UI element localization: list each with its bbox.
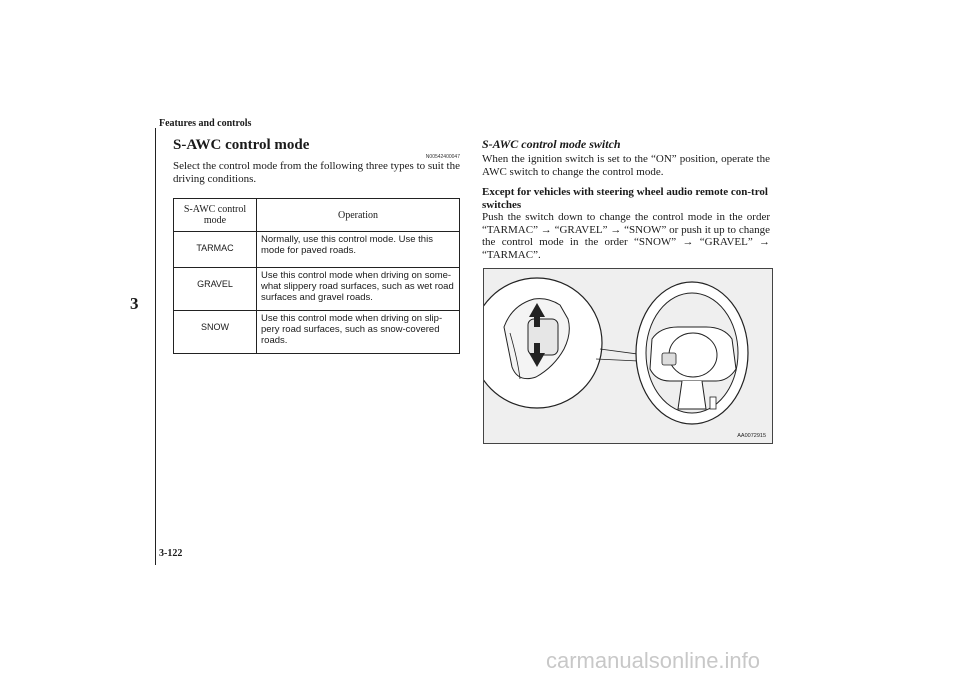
subsection-title: S-AWC control mode switch: [482, 137, 621, 151]
table-header-row: [174, 199, 460, 232]
header-mode: S-AWC control mode: [174, 199, 257, 232]
section-header: Features and controls: [159, 118, 252, 129]
right-column: [482, 138, 770, 261]
operation-cell: Use this control mode when driving on some-what slippery road surfaces, such as wet road surfaces and gravel roads.: [257, 268, 460, 311]
header-operation: Operation: [257, 199, 460, 232]
chapter-tab: 3: [130, 294, 139, 313]
left-column: [173, 136, 460, 185]
steering-wheel-figure: [483, 268, 773, 444]
operation-cell: Use this control mode when driving on slip-pery road surfaces, such as snow-covered roads.: [257, 311, 460, 354]
operation-cell: Normally, use this control mode. Use this mode for paved roads.: [257, 232, 460, 268]
page-number: 3-122: [159, 548, 183, 559]
reference-code: N00542400047: [425, 154, 460, 160]
mode-cell: TARMAC: [174, 232, 257, 268]
control-mode-table: [173, 198, 460, 354]
section-title: S-AWC control mode: [173, 137, 310, 153]
paragraph-ignition: When the ignition switch is set to the “ON” position, operate the AWC switch to change the control mode.: [482, 153, 770, 178]
table-row: [174, 311, 460, 354]
chapter-rule: [155, 128, 156, 565]
awc-switch-icon: [528, 319, 558, 355]
figure-code: AA0072915: [737, 433, 766, 439]
paragraph-switch-order: Push the switch down to change the control mode in the order “TARMAC” → “GRAVEL” → “SNOW” or push it up to change the control mode in the order “SNOW” → “GRAVEL” → “TARMAC”.: [482, 211, 770, 261]
footer-watermark[interactable]: carmanualsonline.info: [546, 648, 761, 673]
table-row: [174, 268, 460, 311]
condition-heading: Except for vehicles with steering wheel audio remote con-trol switches: [482, 186, 768, 211]
mode-cell: SNOW: [174, 311, 257, 354]
intro-paragraph: Select the control mode from the following three types to suit the driving conditions.: [173, 160, 460, 185]
table-row: [174, 232, 460, 268]
mode-cell: GRAVEL: [174, 268, 257, 311]
steering-wheel-illustration: [484, 269, 772, 443]
